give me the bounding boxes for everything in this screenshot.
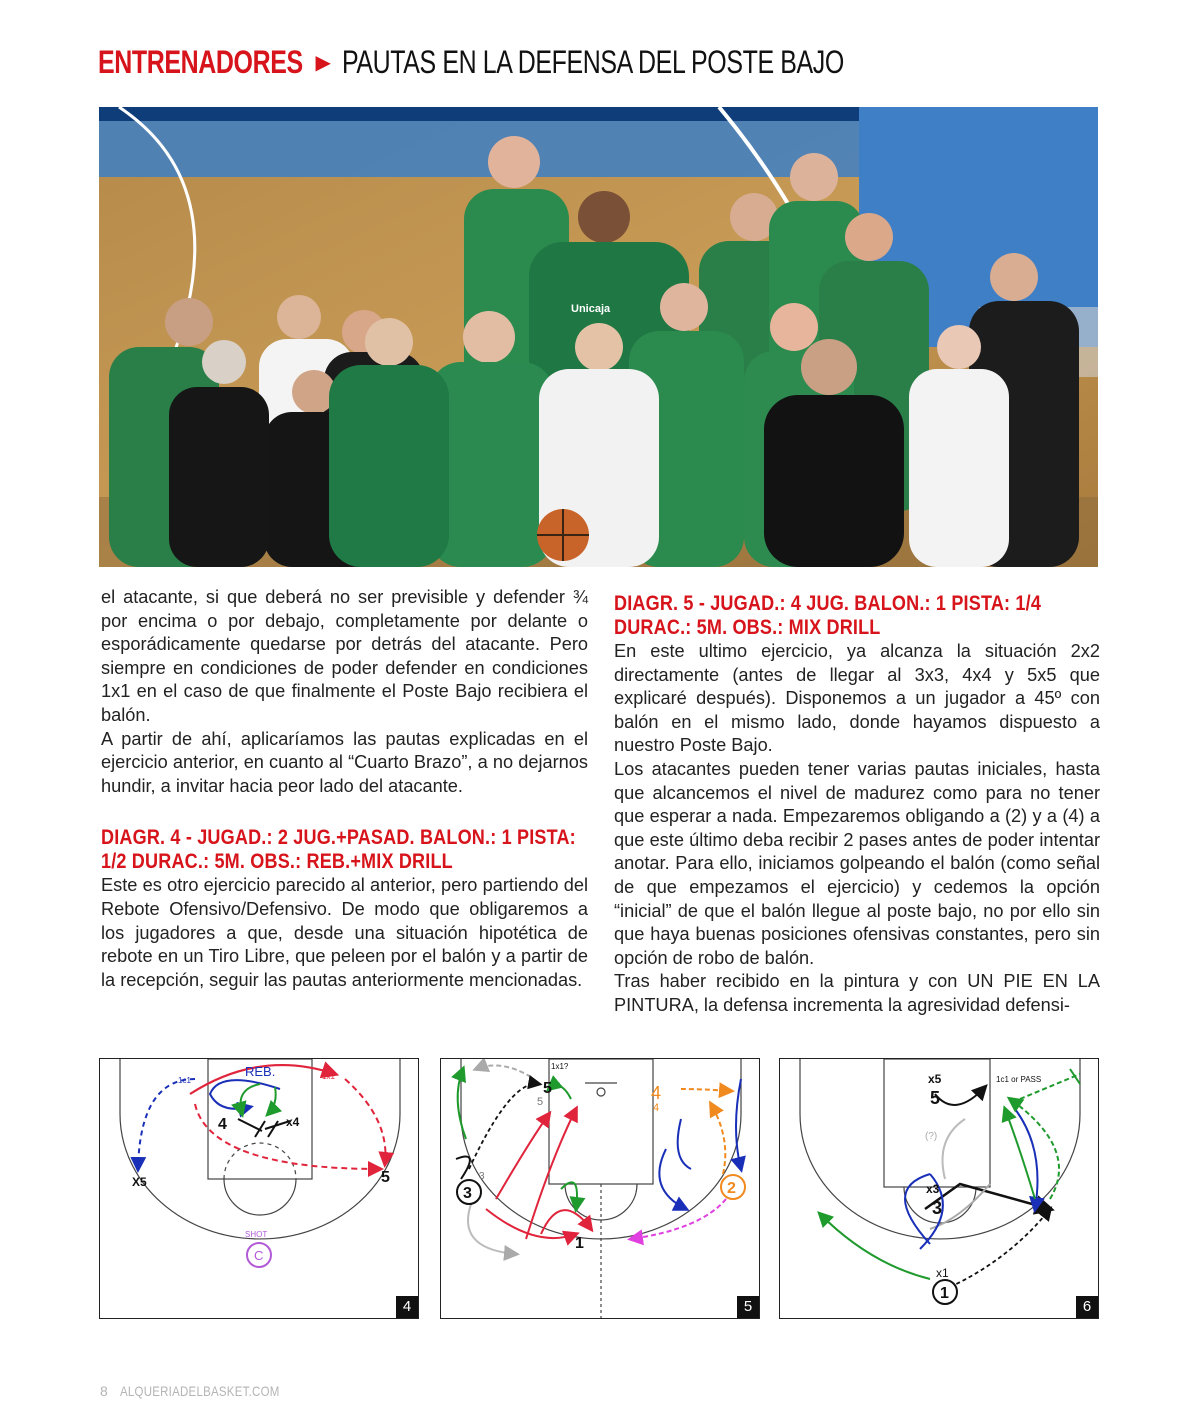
label-question: (?)	[925, 1131, 938, 1142]
defender-x4: x4	[286, 1115, 300, 1129]
defender-x3: x3	[926, 1182, 940, 1196]
player-4: 4	[218, 1116, 227, 1133]
player-3: 3	[463, 1185, 472, 1202]
player-2: 2	[727, 1180, 736, 1197]
diagram-6	[779, 1058, 1099, 1319]
defender-x5: x5	[928, 1072, 942, 1086]
blue-dashed-path	[138, 1079, 195, 1169]
diagram-number: 6	[1076, 1296, 1098, 1318]
diagram-5	[440, 1058, 760, 1319]
defender-4: 4	[653, 1102, 660, 1114]
label-1c1: 1c1	[178, 1076, 191, 1085]
defender-x1: x1	[936, 1266, 949, 1280]
diagram-4-heading: DIAGR. 4 - JUGAD.: 2 JUG.+PASAD. BALON.: 1 PISTA: 1/2 DURAC.: 5M. OBS.: REB.+MIX DRILL	[101, 826, 576, 874]
paragraph: Los atacantes pueden tener varias pautas iniciales, hasta que alcancemos el nivel de madurez como para no tener que esperar a nada. Empezaremos obligando a (2) y a (4) a que este último deba recibir 2 pases antes de poder intentar anotar. Para ello, iniciamos golpeando el balón (como señal de que empezamos el ejercicio) y cedemos la opción “inicial” de que el balón llegue al poste bajo, no por ello sin que haya buenas posiciones ofensivas constantes, pero sin opción de robo de balón.	[614, 758, 1100, 968]
diagram-5-heading: DIAGR. 5 - JUGAD.: 4 JUG. BALON.: 1 PISTA: 1/4 DURAC.: 5M. OBS.: MIX DRILL	[614, 592, 1042, 639]
player-5: 5	[381, 1169, 390, 1186]
defender-x5: X5	[132, 1175, 147, 1189]
team-photo	[99, 107, 1098, 567]
court-lines	[120, 1059, 400, 1239]
left-column	[101, 586, 588, 992]
green-path-2	[268, 1087, 276, 1114]
section-label: ENTRENADORES	[98, 43, 303, 80]
label-1x1: 1x1	[322, 1072, 335, 1081]
diagram-4	[99, 1058, 419, 1319]
blue-arc-path	[210, 1080, 280, 1109]
label-shot: SHOT	[245, 1230, 268, 1239]
article-title: PAUTAS EN LA DEFENSA DEL POSTE BAJO	[342, 43, 845, 80]
label-1x1q: 1x1?	[551, 1062, 569, 1071]
section-arrow-icon: ▶	[315, 51, 331, 74]
defender-5: 5	[537, 1096, 544, 1108]
paragraph: Este es otro ejercicio parecido al anterior, pero partiendo del Rebote Ofensivo/Defensivo. De modo que obligaremos a los jugadores a que, desde una situación hipotética de rebote en un Tiro Libre, que peleen por el balón y a partir de la recepción, seguir las pautas anteriormente mencionadas.	[101, 875, 588, 990]
player-1: 1	[575, 1235, 584, 1252]
diagram-number: 5	[737, 1296, 759, 1318]
diagram-number: 4	[396, 1296, 418, 1318]
page-number: 8	[100, 1383, 109, 1399]
red-dashed-path	[345, 1079, 386, 1164]
player-3: 3	[932, 1198, 943, 1218]
paragraph: A partir de ahí, aplicaríamos las pautas explicadas en el ejercicio anterior, en cuanto al “Cuarto Brazo”, a no dejarnos hundir, a invitar hacia peor lado del atacante.	[101, 728, 588, 796]
page-header	[98, 40, 986, 84]
label-reb: REB.	[245, 1064, 276, 1079]
red-cut-path	[195, 1104, 380, 1169]
green-path-1	[240, 1084, 260, 1114]
paragraph: el atacante, si que deberá no ser previsible y defender ¾ por encima o por debajo, completamente por delante o esporádicamente quedarse por detrás del atacante. Pero siempre en condiciones de poder defender en condiciones 1x1 en el caso de que finalmente el Poste Bajo recibiera el balón.	[101, 587, 588, 725]
player-4: 4	[651, 1083, 662, 1103]
label-1c1-or-pass: 1c1 or PASS	[996, 1075, 1042, 1084]
page-footer	[100, 1383, 315, 1399]
paragraph: En este ultimo ejercicio, ya alcanza la situación 2x2 directamente (antes de llegar al 3x3, 4x4 y 5x5 que explicaré después). Disponemos a un jugador a 45º con balón en el mismo lado, donde hayamos dispuesto a nuestro Poste Bajo.	[614, 641, 1100, 756]
coach-label: C	[254, 1248, 264, 1263]
player-5: 5	[930, 1088, 941, 1108]
site-url[interactable]: ALQUERIADELBASKET.COM	[120, 1383, 280, 1399]
player-5: 5	[543, 1080, 552, 1097]
defender-3: 3	[479, 1171, 485, 1182]
paragraph: Tras haber recibido en la pintura y con UN PIE EN LA PINTURA, la defensa incrementa la agresividad defensi-	[614, 971, 1100, 1015]
player-1: 1	[940, 1285, 949, 1302]
jersey-logo-text: Unicaja	[571, 303, 611, 315]
right-column	[614, 592, 1100, 1018]
